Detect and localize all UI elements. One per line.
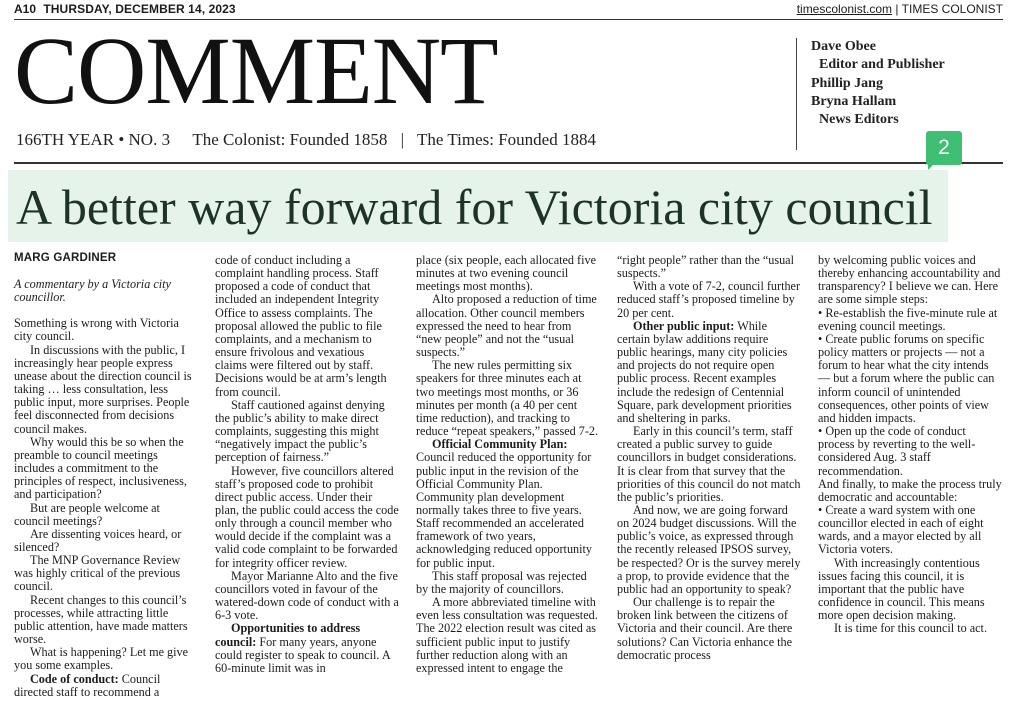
staff-box [796,38,1021,150]
header-separator: | [895,2,899,16]
paragraph: Early in this council’s term, staff created a public survey to guide councillors in budget considerations. It is clear from that survey that the priorities of this council do not match the public’s priorities. [617,424,801,504]
paragraph [416,438,600,570]
staff-line: Dave Obee [811,39,876,54]
paragraph [617,320,801,425]
annotation-badge[interactable]: 2 [926,131,962,165]
founding-separator: | [400,130,405,149]
paragraph: Why would this be so when the preamble to council meetings includes a commitment to the principles of respect, inclusiveness, and participation? [14,434,187,502]
list-item: • Create public forums on specific policy matters or projects — not a forum to hear what the city intends — but a forum where the public can inform council of unintended consequences, other points of view and hidden impacts. [818,331,995,425]
paragraph: Are dissenting voices heard, or silenced? [14,526,182,554]
paragraph: “right people” rather than the “usual suspects.” [617,253,794,281]
issue-number: NO. 3 [128,130,171,149]
paragraph: And finally, to make the process truly democratic and accountable: [818,476,1002,504]
subhead-official-community-plan: Official Community Plan: [432,437,568,452]
paragraph: And now, we are going forward on 2024 budget discussions. Will the public’s voice, as expressed through the recently released IPSOS survey, be respected? Or is the survey merely a prop, to provide evidence that the public had an opportunity to speak? [617,502,801,596]
article-column-5 [818,254,1002,636]
list-item: • Re-establish the five-minute rule at evening council meetings. [818,305,998,333]
article-column-3 [416,254,600,675]
staff-line: News Editors [819,112,899,128]
paragraph: A more abbreviated timeline with even less consultation was requested. The 2022 election result was cited as sufficient public input to justify further reduction along with an expressed intent to engage the [416,595,598,675]
paragraph-text: For many years, anyone could register to speak to council. A 60-minute limit was in [215,634,390,675]
subhead-code-of-conduct: Code of conduct: [30,671,119,686]
paragraph: With a vote of 7-2, council further reduced staff’s proposed timeline by 20 per cent. [617,279,801,320]
badge-pointer [928,163,935,170]
section-title: COMMENT [14,17,498,124]
paragraph: code of conduct including a complaint handling process. Staff proposed a code of conduct that included an independent Integrity Office to assess complaints. The proposal allowed the public to file complaints, and a mechanism to ensure frivolous and vexatious claims were filtered out by staff. Decisions would be at arm’s length from council. [215,253,387,399]
paragraph: Something is wrong with Victoria city council. [14,316,179,344]
paragraph: Mayor Marianne Alto and the five councillors voted in favour of the watered-down code of conduct with a 6-3 vote. [215,568,399,623]
paragraph: by welcoming public voices and thereby enhancing accountability and transparency? I believe we can. Here are some simple steps: [818,253,1001,307]
paragraph: However, five councillors altered staff’s proposed code to prohibit direct public access. Under their plan, the public could access the code only through a council member who would decide if the complaint was a valid code complaint to be forwarded for integrity officer review. [215,463,399,570]
page-number: A10 [14,2,37,16]
article-column-4 [617,254,801,662]
list-item: • Open up the code of conduct process by reverting to the well-considered Aug. 3 staff recommendation. [818,424,976,478]
paragraph: Staff cautioned against denying the public’s ability to make direct complaints, suggesting this might “negatively impact the public’s perception of fairness.” [215,397,385,465]
paragraph: The MNP Governance Review was highly critical of the previous council. [14,553,181,594]
paragraph-text: While certain bylaw additions require public hearings, many city policies and projects do not require open public process. Recent examples include the redesign of Centennial Square, park development priorities and sheltering in parks. [617,318,792,425]
paragraph: But are people welcome at council meetings? [14,500,160,528]
subhead-other-public-input: Other public input: [633,318,735,333]
subhead-opportunities: Opportunities to address council: [215,621,361,649]
paragraph: Alto proposed a reduction of time allocation. Other council members expressed the need to hear from “new people” and not the “usual suspects.” [416,292,597,360]
paragraph: With increasingly contentious issues facing this council, it is important that the public have confidence in council. This means more open decision making. [818,555,985,623]
volume-year: 166TH YEAR [16,130,115,149]
paragraph [14,673,198,699]
paragraph: It is time for this council to act. [834,621,987,636]
paragraph: The new rules permitting six speakers for three minutes each at two meetings most months, or 36 minutes per month (a 40 per cent time reduction), and tracking to reduce “repeat speakers,” passed 7-2. [416,358,599,439]
paragraph: Our challenge is to repair the broken link between the citizens of Victoria and their council. Are there solutions? Can Victoria enhance the democratic process [617,595,793,662]
times-founded: The Times: Founded 1884 [416,130,596,149]
article-intro: A commentary by a Victoria city councillor. [14,277,171,305]
paragraph: Recent changes to this council’s processes, while attracting little public attention, have made matters worse. [14,592,188,647]
paragraph: place (six people, each allocated five minutes at two evening council meetings most months). [416,253,597,294]
list-item: • Create a ward system with one councillor elected in each of eight wards, and a mayor elected by all Victoria voters. [818,502,984,557]
website-link[interactable]: timescolonist.com [796,2,893,16]
volume-bullet: • [118,130,125,149]
paragraph: In discussions with the public, I increasingly hear people express unease about the direction council is taking … less consultation, less public input, more surprises. People feel disconnected from decisions council makes. [14,342,192,436]
paper-name: TIMES COLONIST [901,2,1003,16]
header-right [797,2,1003,16]
paragraph: This staff proposal was rejected by the majority of councillors. [416,568,587,596]
masthead-rule [14,162,1003,164]
issue-date: THURSDAY, DECEMBER 14, 2023 [43,2,236,16]
article-headline: A better way forward for Victoria city council [16,179,933,235]
paragraph-text: Council reduced the opportunity for public input in the revision of the Official Community Plan. Community plan development normally takes three to five years. Staff recommended an accelerated framework of two years, acknowledging reduced opportunity for public input. [416,450,592,570]
founding-line [16,130,596,150]
paragraph [215,622,399,675]
staff-line: Phillip Jang [811,75,883,91]
paragraph: What is happening? Let me give you some examples. [14,645,189,673]
colonist-founded: The Colonist: Founded 1858 [192,130,388,149]
article-column-2 [215,254,399,675]
byline: MARG GARDINER [14,252,117,264]
paragraph-text: Council directed staff to recommend a [14,671,161,699]
staff-line: Editor and Publisher [819,57,945,73]
article-column-1 [14,278,198,699]
staff-line: Bryna Hallam [811,93,897,109]
